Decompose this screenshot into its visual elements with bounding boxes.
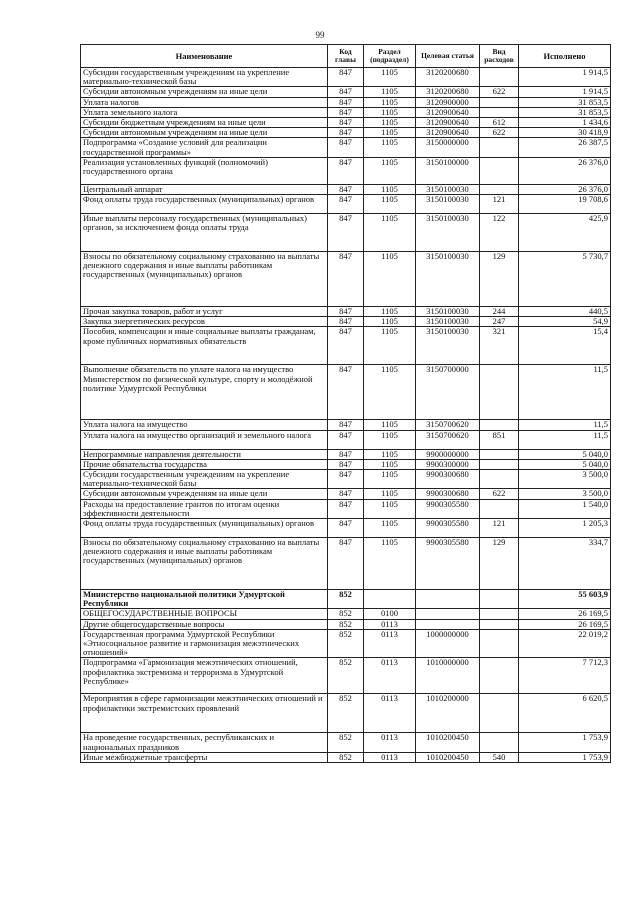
table-row bbox=[81, 97, 611, 107]
cell-name: Прочая закупка товаров, работ и услуг bbox=[81, 307, 328, 317]
table-row bbox=[81, 195, 611, 214]
table-row bbox=[81, 609, 611, 619]
cell-section: 1105 bbox=[364, 470, 416, 489]
table-row bbox=[81, 489, 611, 499]
cell-section: 1105 bbox=[364, 214, 416, 252]
table-row bbox=[81, 184, 611, 194]
cell-target: 3150100030 bbox=[416, 327, 480, 365]
cell-amount: 11,5 bbox=[519, 420, 611, 430]
cell-amount: 26 169,5 bbox=[519, 609, 611, 619]
cell-section: 1105 bbox=[364, 118, 416, 128]
cell-code: 847 bbox=[328, 107, 364, 117]
cell-amount: 1 753,9 bbox=[519, 752, 611, 762]
cell-target: 3120900000 bbox=[416, 97, 480, 107]
cell-section: 0100 bbox=[364, 609, 416, 619]
cell-code: 852 bbox=[328, 619, 364, 629]
cell-code: 847 bbox=[328, 420, 364, 430]
header-total: Исполнено bbox=[519, 45, 611, 68]
header-code: Код главы bbox=[328, 45, 364, 68]
table-row bbox=[81, 752, 611, 762]
cell-expense: 622 bbox=[480, 489, 519, 499]
cell-amount: 6 620,5 bbox=[519, 694, 611, 733]
cell-expense: 321 bbox=[480, 327, 519, 365]
cell-name: Пособия, компенсации и иные социальные выплаты гражданам, кроме публичных нормативных обязательств bbox=[81, 327, 328, 365]
cell-section: 1105 bbox=[364, 128, 416, 138]
table-row bbox=[81, 619, 611, 629]
cell-section: 1105 bbox=[364, 184, 416, 194]
table-row bbox=[81, 470, 611, 489]
cell-code: 847 bbox=[328, 118, 364, 128]
cell-name: Министерство национальной политики Удмуртской Республики bbox=[81, 590, 328, 609]
table-row bbox=[81, 68, 611, 87]
cell-expense: 540 bbox=[480, 752, 519, 762]
cell-target: 1010000000 bbox=[416, 658, 480, 694]
cell-name: Фонд оплаты труда государственных (муниципальных) органов bbox=[81, 195, 328, 214]
cell-target bbox=[416, 619, 480, 629]
cell-name: Субсидии автономным учреждениям на иные цели bbox=[81, 128, 328, 138]
cell-expense bbox=[480, 420, 519, 430]
cell-amount: 26 376,0 bbox=[519, 184, 611, 194]
cell-section: 1105 bbox=[364, 252, 416, 307]
cell-expense: 612 bbox=[480, 118, 519, 128]
cell-section: 1105 bbox=[364, 195, 416, 214]
cell-code: 852 bbox=[328, 694, 364, 733]
cell-code: 847 bbox=[328, 538, 364, 590]
cell-amount: 5 040,0 bbox=[519, 459, 611, 469]
cell-section: 1105 bbox=[364, 430, 416, 449]
cell-target: 1010200450 bbox=[416, 733, 480, 752]
table-row bbox=[81, 307, 611, 317]
table-row bbox=[81, 87, 611, 97]
cell-amount: 1 914,5 bbox=[519, 87, 611, 97]
table-row bbox=[81, 157, 611, 184]
table-row bbox=[81, 317, 611, 327]
cell-expense: 622 bbox=[480, 128, 519, 138]
cell-expense bbox=[480, 629, 519, 658]
cell-amount: 19 708,6 bbox=[519, 195, 611, 214]
cell-name: Уплата земельного налога bbox=[81, 107, 328, 117]
table-row bbox=[81, 214, 611, 252]
cell-name: Закупка энергетических ресурсов bbox=[81, 317, 328, 327]
cell-target: 3150100030 bbox=[416, 317, 480, 327]
cell-section: 1105 bbox=[364, 449, 416, 459]
cell-amount: 1 434,6 bbox=[519, 118, 611, 128]
cell-expense bbox=[480, 609, 519, 619]
cell-section: 1105 bbox=[364, 365, 416, 420]
cell-section: 0113 bbox=[364, 629, 416, 658]
table-row bbox=[81, 519, 611, 538]
header-section: Раздел (подраздел) bbox=[364, 45, 416, 68]
cell-expense bbox=[480, 365, 519, 420]
budget-table bbox=[80, 44, 611, 763]
cell-amount: 31 853,5 bbox=[519, 107, 611, 117]
cell-name: Уплата налогов bbox=[81, 97, 328, 107]
table-row bbox=[81, 629, 611, 658]
cell-expense: 851 bbox=[480, 430, 519, 449]
cell-name: Взносы по обязательному социальному страхованию на выплаты денежного содержания и иные выплаты работникам государственных (муниципальных) органов bbox=[81, 538, 328, 590]
cell-amount: 26 376,0 bbox=[519, 157, 611, 184]
cell-expense bbox=[480, 658, 519, 694]
cell-amount: 425,9 bbox=[519, 214, 611, 252]
cell-name: Иные выплаты персоналу государственных (муниципальных) органов, за исключением фонда оплаты труда bbox=[81, 214, 328, 252]
table-row bbox=[81, 107, 611, 117]
cell-name: Мероприятия в сфере гармонизации межэтнических отношений и профилактики экстремистских проявлений bbox=[81, 694, 328, 733]
cell-expense bbox=[480, 184, 519, 194]
cell-code: 847 bbox=[328, 195, 364, 214]
cell-amount: 55 603,9 bbox=[519, 590, 611, 609]
cell-expense bbox=[480, 590, 519, 609]
cell-target: 1010200450 bbox=[416, 752, 480, 762]
cell-section: 1105 bbox=[364, 499, 416, 518]
cell-amount: 26 169,5 bbox=[519, 619, 611, 629]
cell-name: Другие общегосударственные вопросы bbox=[81, 619, 328, 629]
cell-expense bbox=[480, 138, 519, 157]
table-row bbox=[81, 449, 611, 459]
cell-target: 9900300680 bbox=[416, 470, 480, 489]
cell-target: 1000000000 bbox=[416, 629, 480, 658]
cell-target: 3150100030 bbox=[416, 214, 480, 252]
header-expense: Вид расходов bbox=[480, 45, 519, 68]
cell-section: 0113 bbox=[364, 619, 416, 629]
cell-name: Центральный аппарат bbox=[81, 184, 328, 194]
cell-target: 3150100030 bbox=[416, 184, 480, 194]
cell-code: 847 bbox=[328, 519, 364, 538]
cell-name: Взносы по обязательному социальному страхованию на выплаты денежного содержания и иные выплаты работникам государственных (муниципальных) органов bbox=[81, 252, 328, 307]
cell-target: 9900300000 bbox=[416, 459, 480, 469]
cell-section: 1105 bbox=[364, 327, 416, 365]
cell-name: Подпрограмма «Создание условий для реализации государственной программы» bbox=[81, 138, 328, 157]
cell-amount: 5 730,7 bbox=[519, 252, 611, 307]
cell-target: 3150100030 bbox=[416, 195, 480, 214]
cell-amount: 11,5 bbox=[519, 365, 611, 420]
cell-target: 3120200680 bbox=[416, 87, 480, 97]
cell-code: 847 bbox=[328, 499, 364, 518]
cell-expense bbox=[480, 449, 519, 459]
cell-code: 852 bbox=[328, 658, 364, 694]
cell-amount: 26 387,5 bbox=[519, 138, 611, 157]
cell-amount: 1 753,9 bbox=[519, 733, 611, 752]
table-row bbox=[81, 694, 611, 733]
table-body bbox=[81, 68, 611, 763]
cell-name: Реализация установленных функций (полномочий) государственного органа bbox=[81, 157, 328, 184]
table-row bbox=[81, 128, 611, 138]
table-header-row bbox=[81, 45, 611, 68]
cell-target bbox=[416, 609, 480, 619]
cell-target: 3150100030 bbox=[416, 252, 480, 307]
cell-code: 852 bbox=[328, 752, 364, 762]
cell-expense bbox=[480, 459, 519, 469]
cell-expense: 129 bbox=[480, 538, 519, 590]
cell-name: Расходы на предоставление грантов по итогам оценки эффективности деятельности bbox=[81, 499, 328, 518]
cell-target: 9900305580 bbox=[416, 499, 480, 518]
cell-expense bbox=[480, 157, 519, 184]
cell-code: 847 bbox=[328, 157, 364, 184]
cell-expense bbox=[480, 694, 519, 733]
cell-name: Непрограммные направления деятельности bbox=[81, 449, 328, 459]
cell-section: 1105 bbox=[364, 87, 416, 97]
cell-amount: 30 418,9 bbox=[519, 128, 611, 138]
cell-name: Уплата налога на имущество bbox=[81, 420, 328, 430]
cell-section: 1105 bbox=[364, 317, 416, 327]
table-row bbox=[81, 459, 611, 469]
cell-target: 1010200000 bbox=[416, 694, 480, 733]
table-row bbox=[81, 118, 611, 128]
cell-section bbox=[364, 590, 416, 609]
cell-name: Фонд оплаты труда государственных (муниципальных) органов bbox=[81, 519, 328, 538]
cell-code: 847 bbox=[328, 184, 364, 194]
cell-expense: 122 bbox=[480, 214, 519, 252]
cell-amount: 11,5 bbox=[519, 430, 611, 449]
cell-code: 852 bbox=[328, 590, 364, 609]
cell-amount: 440,5 bbox=[519, 307, 611, 317]
cell-expense bbox=[480, 97, 519, 107]
table-row bbox=[81, 430, 611, 449]
cell-expense bbox=[480, 68, 519, 87]
cell-code: 847 bbox=[328, 128, 364, 138]
cell-amount: 31 853,5 bbox=[519, 97, 611, 107]
cell-section: 0113 bbox=[364, 694, 416, 733]
cell-code: 847 bbox=[328, 430, 364, 449]
cell-target: 3120900640 bbox=[416, 118, 480, 128]
cell-target: 3150700620 bbox=[416, 430, 480, 449]
cell-expense: 244 bbox=[480, 307, 519, 317]
cell-amount: 1 914,5 bbox=[519, 68, 611, 87]
cell-section: 1105 bbox=[364, 68, 416, 87]
cell-code: 847 bbox=[328, 317, 364, 327]
header-name: Наименование bbox=[81, 45, 328, 68]
table-row bbox=[81, 499, 611, 518]
cell-target: 3150100030 bbox=[416, 307, 480, 317]
cell-code: 852 bbox=[328, 629, 364, 658]
cell-amount: 54,9 bbox=[519, 317, 611, 327]
cell-name: Государственная программа Удмуртской Республики «Этносоциальное развитие и гармонизация межэтнических отношений» bbox=[81, 629, 328, 658]
cell-code: 847 bbox=[328, 138, 364, 157]
table-row bbox=[81, 420, 611, 430]
cell-section: 0113 bbox=[364, 733, 416, 752]
table-row bbox=[81, 658, 611, 694]
cell-section: 1105 bbox=[364, 538, 416, 590]
cell-name: Прочие обязательства государства bbox=[81, 459, 328, 469]
cell-code: 847 bbox=[328, 470, 364, 489]
cell-expense: 622 bbox=[480, 87, 519, 97]
table-row bbox=[81, 138, 611, 157]
cell-target: 3150100000 bbox=[416, 157, 480, 184]
table-row bbox=[81, 590, 611, 609]
cell-target: 3120900640 bbox=[416, 128, 480, 138]
cell-amount: 1 540,0 bbox=[519, 499, 611, 518]
cell-code: 847 bbox=[328, 68, 364, 87]
table-row bbox=[81, 733, 611, 752]
cell-code: 847 bbox=[328, 97, 364, 107]
header-target: Целевая статья bbox=[416, 45, 480, 68]
cell-code: 847 bbox=[328, 214, 364, 252]
cell-section: 1105 bbox=[364, 459, 416, 469]
cell-expense: 121 bbox=[480, 195, 519, 214]
cell-code: 847 bbox=[328, 87, 364, 97]
cell-expense: 247 bbox=[480, 317, 519, 327]
cell-amount: 22 019,2 bbox=[519, 629, 611, 658]
cell-code: 847 bbox=[328, 365, 364, 420]
cell-target: 9900305580 bbox=[416, 519, 480, 538]
cell-amount: 5 040,0 bbox=[519, 449, 611, 459]
cell-section: 1105 bbox=[364, 107, 416, 117]
cell-amount: 7 712,3 bbox=[519, 658, 611, 694]
cell-section: 1105 bbox=[364, 97, 416, 107]
cell-code: 847 bbox=[328, 252, 364, 307]
cell-code: 847 bbox=[328, 459, 364, 469]
cell-section: 1105 bbox=[364, 420, 416, 430]
cell-code: 847 bbox=[328, 489, 364, 499]
cell-target: 3120200680 bbox=[416, 68, 480, 87]
cell-section: 1105 bbox=[364, 489, 416, 499]
cell-name: Уплата налога на имущество организаций и земельного налога bbox=[81, 430, 328, 449]
cell-section: 0113 bbox=[364, 752, 416, 762]
cell-amount: 15,4 bbox=[519, 327, 611, 365]
cell-target: 9900300680 bbox=[416, 489, 480, 499]
cell-section: 1105 bbox=[364, 157, 416, 184]
cell-section: 1105 bbox=[364, 519, 416, 538]
cell-name: Субсидии бюджетным учреждениям на иные цели bbox=[81, 118, 328, 128]
cell-name: Субсидии государственным учреждениям на укрепление материально-технической базы bbox=[81, 68, 328, 87]
cell-name: ОБЩЕГОСУДАРСТВЕННЫЕ ВОПРОСЫ bbox=[81, 609, 328, 619]
cell-name: На проведение государственных, республиканских и национальных праздников bbox=[81, 733, 328, 752]
cell-expense bbox=[480, 470, 519, 489]
cell-code: 847 bbox=[328, 327, 364, 365]
cell-amount: 3 500,0 bbox=[519, 470, 611, 489]
cell-section: 1105 bbox=[364, 138, 416, 157]
table-row bbox=[81, 365, 611, 420]
cell-expense: 129 bbox=[480, 252, 519, 307]
table-row bbox=[81, 538, 611, 590]
cell-amount: 1 205,3 bbox=[519, 519, 611, 538]
cell-name: Субсидии государственным учреждениям на укрепление материально-технической базы bbox=[81, 470, 328, 489]
table-row bbox=[81, 327, 611, 365]
cell-amount: 334,7 bbox=[519, 538, 611, 590]
cell-code: 852 bbox=[328, 733, 364, 752]
cell-name: Иные межбюджетные трансферты bbox=[81, 752, 328, 762]
cell-target bbox=[416, 590, 480, 609]
cell-amount: 3 500,0 bbox=[519, 489, 611, 499]
cell-expense: 121 bbox=[480, 519, 519, 538]
cell-section: 0113 bbox=[364, 658, 416, 694]
cell-code: 852 bbox=[328, 609, 364, 619]
cell-expense bbox=[480, 619, 519, 629]
cell-target: 9900305580 bbox=[416, 538, 480, 590]
cell-code: 847 bbox=[328, 449, 364, 459]
cell-expense bbox=[480, 733, 519, 752]
cell-name: Субсидии автономным учреждениям на иные цели bbox=[81, 489, 328, 499]
cell-name: Выполнение обязательств по уплате налога на имущество Министерством по физической культуре, спорту и молодёжной политике Удмуртской Республики bbox=[81, 365, 328, 420]
cell-target: 3120900640 bbox=[416, 107, 480, 117]
cell-expense bbox=[480, 107, 519, 117]
cell-target: 3150700000 bbox=[416, 365, 480, 420]
table-row bbox=[81, 252, 611, 307]
cell-name: Субсидии автономным учреждениям на иные цели bbox=[81, 87, 328, 97]
cell-target: 3150000000 bbox=[416, 138, 480, 157]
cell-target: 3150700620 bbox=[416, 420, 480, 430]
cell-target: 9900000000 bbox=[416, 449, 480, 459]
page-number: 99 bbox=[315, 30, 325, 40]
cell-name: Подпрограмма «Гармонизация межэтнических отношений, профилактика экстремизма и терроризма в Удмуртской Республике» bbox=[81, 658, 328, 694]
cell-expense bbox=[480, 499, 519, 518]
cell-code: 847 bbox=[328, 307, 364, 317]
cell-section: 1105 bbox=[364, 307, 416, 317]
